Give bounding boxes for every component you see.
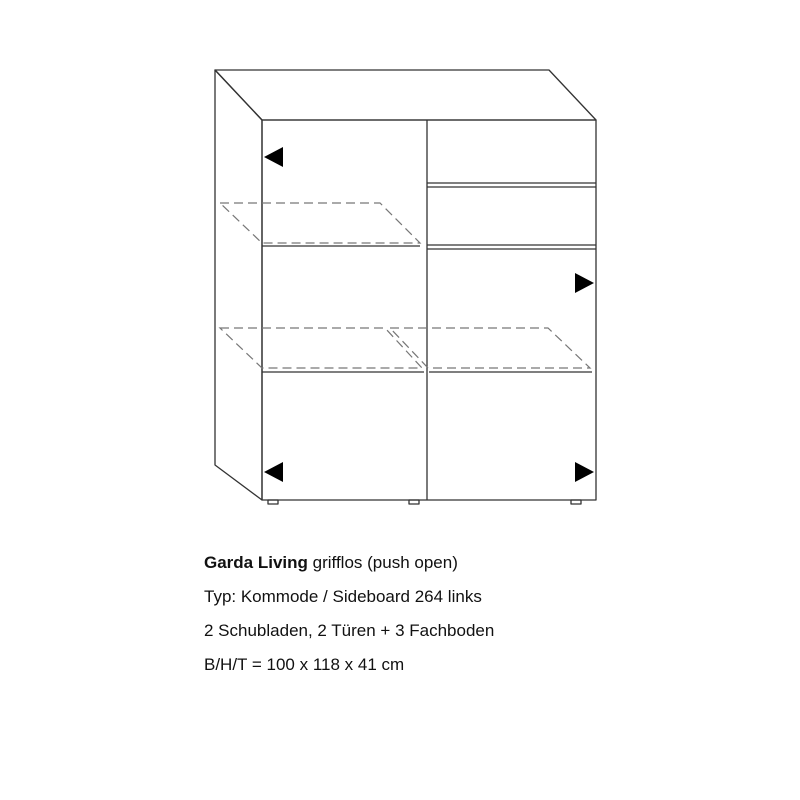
cabinet-foot-right [571, 500, 581, 504]
push-arrow-left-bottom-icon [264, 462, 283, 482]
caption-type-line: Typ: Kommode / Sideboard 264 links [204, 587, 482, 606]
push-arrow-right-middle-icon [575, 273, 594, 293]
cabinet-foot-middle [409, 500, 419, 504]
brand-name: Garda Living [204, 553, 308, 572]
caption-dimensions-line: B/H/T = 100 x 118 x 41 cm [204, 655, 405, 674]
product-caption [204, 546, 494, 682]
push-arrow-right-bottom-icon [575, 462, 594, 482]
cabinet-foot-left [268, 500, 278, 504]
shelf-right-lower [390, 328, 590, 368]
cabinet-left-side [215, 70, 262, 500]
cabinet-front [262, 120, 596, 500]
shelf-left-lower [220, 328, 422, 368]
caption-contents-line: 2 Schubladen, 2 Türen + 3 Fachboden [204, 621, 495, 640]
brand-suffix: grifflos (push open) [307, 553, 458, 572]
cabinet-top-face [215, 70, 596, 120]
shelf-left-upper [220, 203, 420, 243]
caption-title-line [204, 546, 494, 580]
push-arrow-left-top-icon [264, 147, 283, 167]
